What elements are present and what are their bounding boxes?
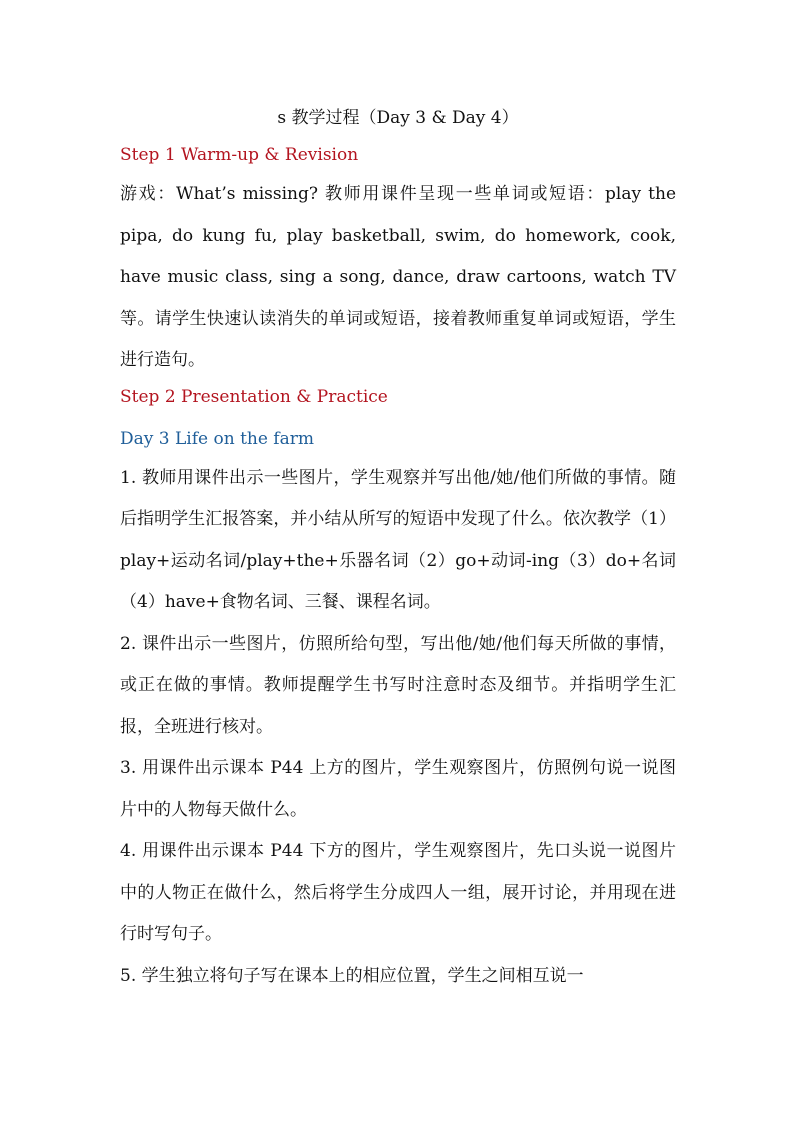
list-item: 4. 用课件出示课本 P44 下方的图片，学生观察图片，先口头说一说图片中的人物正在做什么，然后将学生分成四人一组，展开讨论，并用现在进行时写句子。 — [120, 841, 676, 944]
day3-heading: Day 3 Life on the farm — [120, 428, 314, 449]
document-body — [120, 102, 676, 997]
step1-paragraph: 游戏：What’s missing? 教师用课件呈现一些单词或短语：play the pipa, do kung fu, play basketball, swim, do homework, cook, have music class, sing a song, dance, draw cartoons, watch TV 等。请学生快速认读消失的单词或短语，接着教师重复单词或短语，学生进行造句。 — [120, 184, 676, 370]
list-item: 5. 学生独立将句子写在课本上的相应位置，学生之间相互说一 — [120, 965, 584, 986]
document-title: s 教学过程（Day 3 & Day 4） — [277, 108, 519, 128]
step1-heading: Step 1 Warm-up & Revision — [120, 145, 359, 165]
list-item: 1. 教师用课件出示一些图片，学生观察并写出他/她/他们所做的事情。随后指明学生汇报答案，并小结从所写的短语中发现了什么。依次教学（1）play+运动名词/play+the+乐器名词（2）go+动词-ing（3）do+名词（4）have+食物名词、三餐、课程名词。 — [120, 467, 676, 612]
list-item: 3. 用课件出示课本 P44 上方的图片，学生观察图片，仿照例句说一说图片中的人物每天做什么。 — [120, 758, 676, 820]
list-item: 2. 课件出示一些图片，仿照所给句型，写出他/她/他们每天所做的事情，或正在做的事情。教师提醒学生书写时注意时态及细节。并指明学生汇报，全班进行核对。 — [120, 633, 676, 737]
step2-heading: Step 2 Presentation & Practice — [120, 386, 388, 407]
